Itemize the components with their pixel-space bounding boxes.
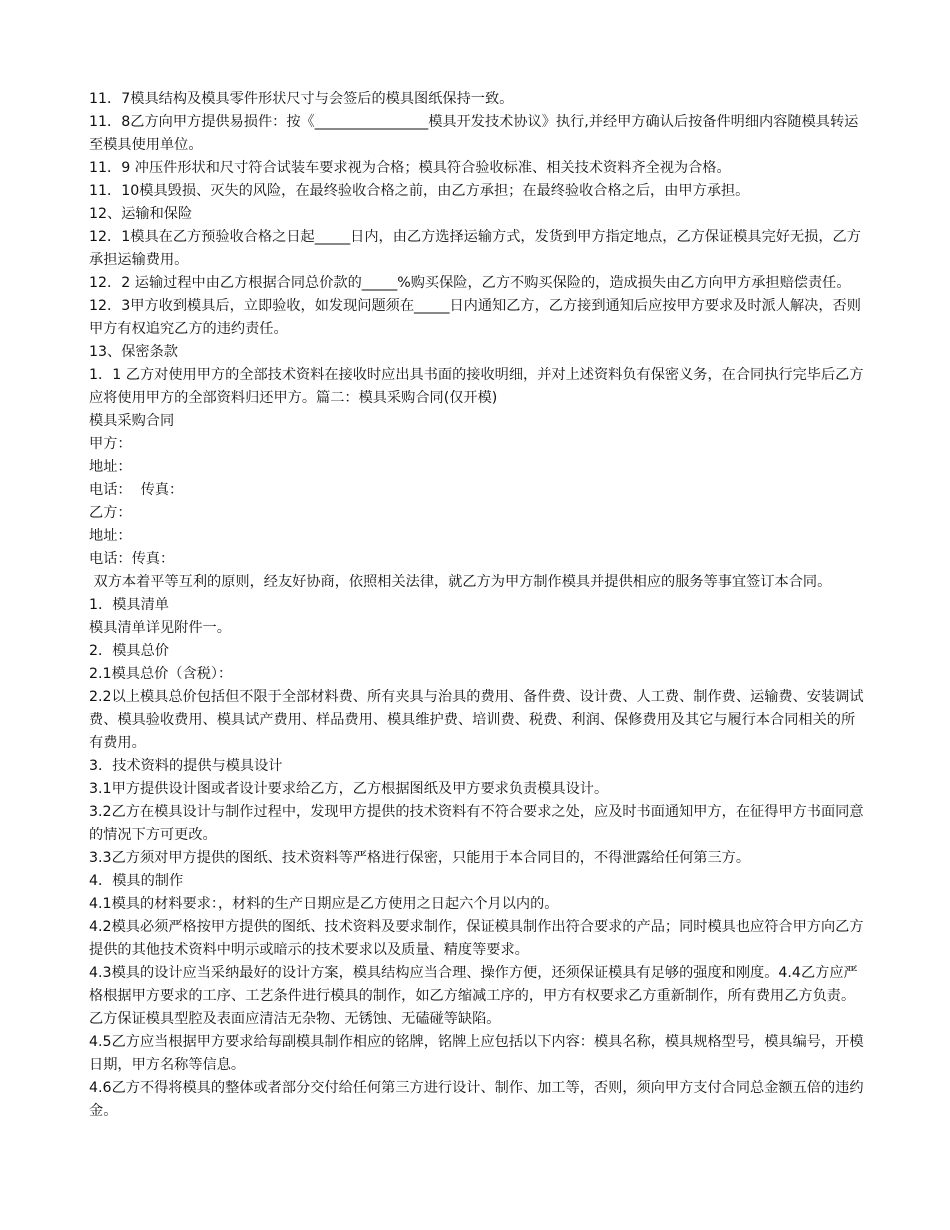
clause-11-10: 11．10模具毁损、灭失的风险，在最终验收合格之前，由乙方承担；在最终验收合格之后，由甲方承担。 xyxy=(89,183,750,199)
party-b-label: 乙方： xyxy=(89,505,132,521)
clause-3-2: 3.2乙方在模具设计与制作过程中，发现甲方提供的技术资料有不符合要求之处，应及时书面通知甲方，在征得甲方书面同意的情况下方可更改。 xyxy=(89,804,864,843)
section-12-heading: 12、运输和保险 xyxy=(89,206,193,222)
party-a-label: 甲方： xyxy=(89,436,132,452)
clause-3-1: 3.1甲方提供设计图或者设计要求给乙方，乙方根据图纸及甲方要求负责模具设计。 xyxy=(89,781,609,797)
clause-4-5: 4.5乙方应当根据甲方要求给每副模具制作相应的铭牌，铭牌上应包括以下内容：模具名称，模具规格型号，模具编号，开模日期，甲方名称等信息。 xyxy=(89,1034,864,1073)
clause-12-3: 12．3甲方收到模具后，立即验收，如发现问题须在_____日内通知乙方，乙方接到通知后应按甲方要求及时派人解决，否则甲方有权追究乙方的违约责任。 xyxy=(89,298,861,337)
preamble: 双方本着平等互利的原则，经友好协商，依照相关法律，就乙方为甲方制作模具并提供相应的服务等事宜签订本合同。 xyxy=(89,574,832,590)
section-1-text: 模具清单详见附件一。 xyxy=(89,620,231,636)
document-body xyxy=(89,88,864,1123)
clause-2-2: 2.2以上模具总价包括但不限于全部材料费、所有夹具与治具的费用、备件费、设计费、人工费、制作费、运输费、安装调试费、模具验收费用、模具试产费用、样品费用、模具维护费、培训费、税费、利润、保修费用及其它与履行本合同相关的所有费用。 xyxy=(89,689,864,751)
clause-12-2: 12．2 运输过程中由乙方根据合同总价款的_____%购买保险，乙方不购买保险的，造成损失由乙方向甲方承担赔偿责任。 xyxy=(89,275,851,291)
party-b-phone-fax-label: 电话：传真： xyxy=(89,551,175,567)
section-3-heading: 3．技术资料的提供与模具设计 xyxy=(89,758,283,774)
clause-2-1: 2.1模具总价（含税）： xyxy=(89,666,233,682)
clause-1-1-confidentiality: 1．1 乙方对使用甲方的全部技术资料在接收时应出具书面的接收明细，并对上述资料负有保密义务，在合同执行完毕后乙方应将使用甲方的全部资料归还甲方。篇二：模具采购合同(仅开模) xyxy=(89,367,864,406)
section-13-heading: 13、保密条款 xyxy=(89,344,178,360)
clause-4-2: 4.2模具必须严格按甲方提供的图纸、技术资料及要求制作，保证模具制作出符合要求的产品；同时模具也应符合甲方向乙方提供的其他技术资料中明示或暗示的技术要求以及质量、精度等要求。 xyxy=(89,919,864,958)
clause-3-3: 3.3乙方须对甲方提供的图纸、技术资料等严格进行保密，只能用于本合同目的，不得泄露给任何第三方。 xyxy=(89,850,751,866)
section-2-heading: 2．模具总价 xyxy=(89,643,169,659)
contract-title: 模具采购合同 xyxy=(89,413,175,429)
section-1-heading: 1．模具清单 xyxy=(89,597,169,613)
clause-4-1: 4.1模具的材料要求：，材料的生产日期应是乙方使用之日起六个月以内的。 xyxy=(89,896,559,912)
clause-4-3-4-4: 4.3模具的设计应当采纳最好的设计方案，模具结构应当合理、操作方便，还须保证模具有足够的强度和刚度。4.4乙方应严格根据甲方要求的工序、工艺条件进行模具的制作，如乙方缩减工序的，甲方有权要求乙方重新制作，所有费用乙方负责。乙方保证模具型腔及表面应清洁无杂物、无锈蚀、无磕碰等缺陷。 xyxy=(89,965,858,1027)
party-a-phone-fax-label: 电话： 传真： xyxy=(89,482,184,498)
clause-12-1: 12．1模具在乙方预验收合格之日起_____日内，由乙方选择运输方式，发货到甲方指定地点，乙方保证模具完好无损，乙方承担运输费用。 xyxy=(89,229,861,268)
clause-11-9: 11．9 冲压件形状和尺寸符合试装车要求视为合格；模具符合验收标准、相关技术资料齐全视为合格。 xyxy=(89,160,731,176)
party-a-address-label: 地址： xyxy=(89,459,132,475)
clause-11-7: 11．7模具结构及模具零件形状尺寸与会签后的模具图纸保持一致。 xyxy=(89,91,514,107)
party-b-address-label: 地址： xyxy=(89,528,132,544)
section-4-heading: 4．模具的制作 xyxy=(89,873,184,889)
clause-4-6: 4.6乙方不得将模具的整体或者部分交付给任何第三方进行设计、制作、加工等，否则，须向甲方支付合同总金额五倍的违约金。 xyxy=(89,1080,864,1119)
clause-11-8: 11．8乙方向甲方提供易损件：按《________________模具开发技术协议》执行,并经甲方确认后按备件明细内容随模具转运至模具使用单位。 xyxy=(89,114,859,153)
